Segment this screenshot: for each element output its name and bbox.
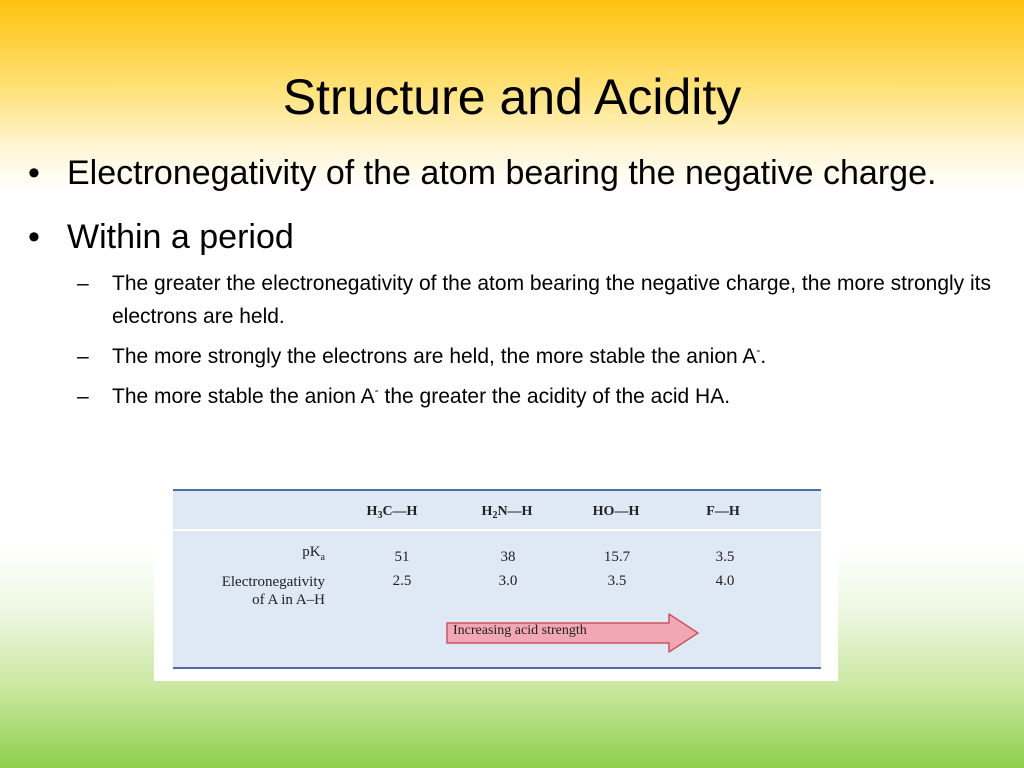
acid-strength-arrow xyxy=(445,613,701,653)
column-header-h2n-h: $H_2N—H$ xyxy=(481,504,533,521)
bullet-item xyxy=(28,147,998,199)
bullet-dot-icon: • xyxy=(28,218,40,256)
pka-value: 15.7 xyxy=(603,549,631,565)
arrow-label: Increasing acid strength xyxy=(453,623,587,638)
row-label-electronegativity: Electronegativity of A in A–H xyxy=(221,574,325,608)
bullet-list xyxy=(28,147,998,420)
dash-icon: – xyxy=(77,272,89,295)
sub-bullet-text-end: . xyxy=(760,345,767,368)
bullet-dot-icon: • xyxy=(28,154,40,192)
bullet-text: Within a period xyxy=(67,218,294,256)
bullet-item xyxy=(28,211,998,263)
superscript-charge: - xyxy=(374,383,379,397)
bullet-text: Electronegativity of the atom bearing the negative charge. xyxy=(67,154,937,192)
electronegativity-value: 4.0 xyxy=(715,573,735,589)
dash-icon: – xyxy=(77,385,89,408)
pka-value: 3.5 xyxy=(715,549,735,565)
column-header-h3c-h: $H_3C—H$ xyxy=(366,504,418,521)
sub-bullet-text: The more strongly the electrons are held, the more stable the anion A xyxy=(112,345,757,368)
sub-bullet-item xyxy=(28,267,998,333)
header-divider xyxy=(173,529,821,531)
electronegativity-value: 2.5 xyxy=(392,573,412,589)
electronegativity-value: 3.5 xyxy=(607,573,627,589)
electronegativity-value: 3.0 xyxy=(498,573,518,589)
slide-title: Structure and Acidity xyxy=(282,69,742,125)
pka-value: 38 xyxy=(500,549,516,565)
dash-icon: – xyxy=(77,345,89,368)
acidity-table-figure xyxy=(154,485,838,681)
sub-bullet-item xyxy=(28,380,998,413)
sub-bullet-text: The more stable the anion A xyxy=(112,385,375,408)
superscript-charge: - xyxy=(756,343,761,357)
pka-value: 51 xyxy=(394,549,410,565)
acidity-table xyxy=(173,489,821,669)
sub-bullet-text-end: the greater the acidity of the acid HA. xyxy=(378,385,731,408)
column-header-ho-h: HO—H xyxy=(592,504,640,519)
sub-bullet-item xyxy=(28,340,998,373)
sub-bullet-text: The greater the electronegativity of the atom bearing the negative charge, the more strongly its electrons are held. xyxy=(112,272,991,328)
row-label-pka: $pK_a$ xyxy=(302,544,325,563)
column-header-f-h: F—H xyxy=(706,504,740,519)
